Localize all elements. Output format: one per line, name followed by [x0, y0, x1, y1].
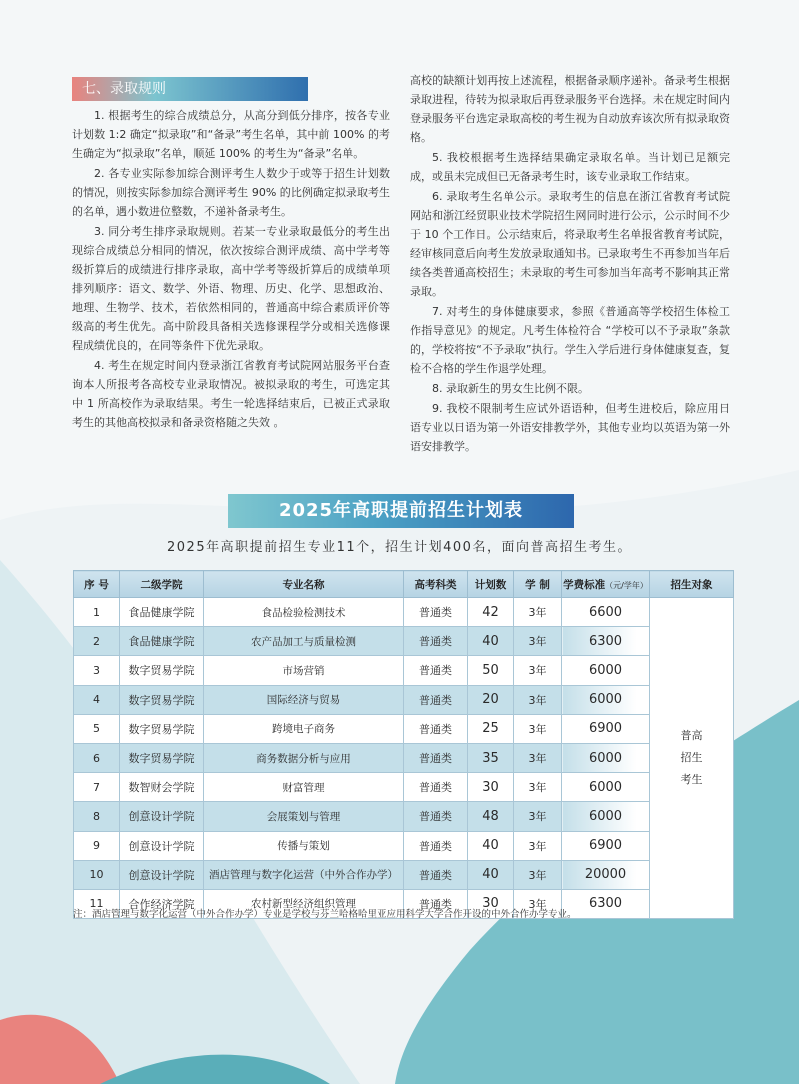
- cell-college: 创意设计学院: [120, 802, 204, 831]
- cell-category: 普通类: [404, 714, 468, 743]
- rule-paragraph-9: 9. 我校不限制考生应试外语语种，但考生进校后，除应用日语专业以日语为第一外语安排教学外，其他专业均以英语为第一外语安排教学。: [410, 402, 730, 453]
- header-duration: 学 制: [514, 571, 562, 598]
- cell-no: 9: [74, 831, 120, 860]
- cell-quota: 42: [468, 598, 514, 627]
- cell-duration: 3年: [514, 598, 562, 627]
- table-row: [74, 598, 734, 627]
- plan-subtitle: 2025年高职提前招生专业11个，招生计划400名，面向普高招生考生。: [167, 540, 632, 555]
- right-column: [410, 71, 730, 457]
- left-column: [72, 106, 390, 433]
- rule-paragraph-4-continued: 高校的缺额计划再按上述流程，根据备录顺序递补。备录考生根据录取进程，待转为拟录取后再登录服务平台选择。未在规定时间内登录服务平台选定录取高校的考生视为自动放弃该次所有拟录取资格。: [410, 74, 730, 144]
- header-fee-label: 学费标准: [563, 578, 606, 591]
- cell-no: 6: [74, 743, 120, 772]
- cell-no: 10: [74, 860, 120, 889]
- cell-category: 普通类: [404, 889, 468, 918]
- cell-duration: 3年: [514, 627, 562, 656]
- cell-fee: 6900: [562, 714, 650, 743]
- cell-quota: 40: [468, 860, 514, 889]
- table-row: [74, 802, 734, 831]
- target-line: 考生: [680, 773, 703, 787]
- cell-duration: 3年: [514, 685, 562, 714]
- cell-college: 创意设计学院: [120, 831, 204, 860]
- cell-category: 普通类: [404, 831, 468, 860]
- header-quota: 计划数: [468, 571, 514, 598]
- cell-major: 商务数据分析与应用: [204, 743, 404, 772]
- cell-duration: 3年: [514, 831, 562, 860]
- cell-major: 传播与策划: [204, 831, 404, 860]
- cell-college: 合作经济学院: [120, 889, 204, 918]
- cell-major: 农产品加工与质量检测: [204, 627, 404, 656]
- cell-target: [650, 598, 734, 919]
- rule-paragraph-5: 5. 我校根据考生选择结果确定录取名单。当计划已足额完成，或虽未完成但已无备录考生时，该专业录取工作结束。: [410, 151, 730, 183]
- cell-category: 普通类: [404, 598, 468, 627]
- cell-fee: 20000: [562, 860, 650, 889]
- cell-duration: 3年: [514, 889, 562, 918]
- cell-no: 1: [74, 598, 120, 627]
- header-category: 高考科类: [404, 571, 468, 598]
- rule-paragraph-3: 3. 同分考生排序录取规则。若某一专业录取最低分的考生出现综合成绩总分相同的情况，依次按综合测评成绩、高中学考等级折算后的成绩进行排序录取，高中学考等级折算后的成绩单项排列顺序：语文、数学、外语、物理、历史、化学、思想政治、地理、生物学、技术，若依然相同的，普通高中综合素质评价等级高的考生优先。高中阶段具备相关选修课程学分或相关选修课程成绩优良的，在同等条件下优先录取。: [72, 225, 390, 352]
- cell-category: 普通类: [404, 743, 468, 772]
- rule-paragraph-4: 4. 考生在规定时间内登录浙江省教育考试院网站服务平台查询本人所报考各高校专业录取情况。被拟录取的考生，可选定其中 1 所高校作为录取结果。考生一轮选择结束后，已被正式录取考生的其他高校拟录和备录资格随之失效 。: [72, 359, 390, 429]
- cell-no: 2: [74, 627, 120, 656]
- table-row: [74, 743, 734, 772]
- cell-no: 5: [74, 714, 120, 743]
- rule-paragraph-1: 1. 根据考生的综合成绩总分，从高分到低分排序，按各专业计划数 1:2 确定“拟录取”和“备录”考生名单，其中前 100% 的考生确定为“拟录取”名单，顺延 100% 的考生为“备录”名单。: [72, 109, 390, 160]
- cell-major: 会展策划与管理: [204, 802, 404, 831]
- cell-quota: 40: [468, 831, 514, 860]
- header-major: 专业名称: [204, 571, 404, 598]
- table-row: [74, 685, 734, 714]
- cell-category: 普通类: [404, 860, 468, 889]
- cell-no: 3: [74, 656, 120, 685]
- rule-paragraph-8: 8. 录取新生的男女生比例不限。: [432, 382, 589, 395]
- cell-college: 数字贸易学院: [120, 743, 204, 772]
- cell-duration: 3年: [514, 773, 562, 802]
- cell-no: 11: [74, 889, 120, 918]
- plan-title-banner: 2025年高职提前招生计划表: [228, 494, 574, 528]
- cell-category: 普通类: [404, 685, 468, 714]
- cell-fee: 6000: [562, 773, 650, 802]
- cell-quota: 50: [468, 656, 514, 685]
- cell-category: 普通类: [404, 773, 468, 802]
- cell-category: 普通类: [404, 656, 468, 685]
- cell-college: 食品健康学院: [120, 627, 204, 656]
- cell-major: 食品检验检测技术: [204, 598, 404, 627]
- cell-category: 普通类: [404, 802, 468, 831]
- cell-duration: 3年: [514, 656, 562, 685]
- table-body: [74, 598, 734, 919]
- header-no: 序 号: [74, 571, 120, 598]
- cell-quota: 48: [468, 802, 514, 831]
- cell-quota: 25: [468, 714, 514, 743]
- cell-no: 8: [74, 802, 120, 831]
- header-target: 招生对象: [650, 571, 734, 598]
- cell-major: 国际经济与贸易: [204, 685, 404, 714]
- cell-college: 数字贸易学院: [120, 685, 204, 714]
- cell-duration: 3年: [514, 802, 562, 831]
- cell-major: 市场营销: [204, 656, 404, 685]
- cell-major: 跨境电子商务: [204, 714, 404, 743]
- cell-major: 农村新型经济组织管理: [204, 889, 404, 918]
- cell-duration: 3年: [514, 860, 562, 889]
- cell-no: 4: [74, 685, 120, 714]
- cell-quota: 30: [468, 773, 514, 802]
- table-row: [74, 714, 734, 743]
- cell-fee: 6300: [562, 889, 650, 918]
- table-row: [74, 656, 734, 685]
- cell-quota: 35: [468, 743, 514, 772]
- target-line: 普高: [680, 729, 703, 743]
- table-row: [74, 627, 734, 656]
- cell-fee: 6000: [562, 656, 650, 685]
- cell-fee: 6000: [562, 685, 650, 714]
- cell-quota: 20: [468, 685, 514, 714]
- cell-no: 7: [74, 773, 120, 802]
- cell-college: 创意设计学院: [120, 860, 204, 889]
- header-fee: [562, 571, 650, 598]
- rule-paragraph-7: 7. 对考生的身体健康要求，参照《普通高等学校招生体检工作指导意见》的规定。凡考生体检符合 “学校可以不予录取”条款的，学校将按“不予录取”执行。学生入学后进行身体健康复查，复检不合格的学生作退学处理。: [410, 305, 730, 375]
- cell-duration: 3年: [514, 743, 562, 772]
- section-title: 七、录取规则: [72, 77, 308, 101]
- plan-table: [73, 570, 734, 919]
- table-row: [74, 773, 734, 802]
- header-fee-unit: （元/学年）: [605, 580, 648, 590]
- cell-college: 数字贸易学院: [120, 714, 204, 743]
- cell-college: 数字贸易学院: [120, 656, 204, 685]
- cell-fee: 6300: [562, 627, 650, 656]
- cell-fee: 6900: [562, 831, 650, 860]
- rule-paragraph-6: 6. 录取考生名单公示。录取考生的信息在浙江省教育考试院网站和浙江经贸职业技术学院招生网同时进行公示，公示时间不少于 10 个工作日。公示结束后，将录取考生名单报省教育考试院，经审核同意后向考生发放录取通知书。已录取考生不再参加当年后续各类普通高校招生；未录取的考生可参加当年高考不影响其正常录取。: [410, 190, 730, 298]
- cell-major: 财富管理: [204, 773, 404, 802]
- cell-duration: 3年: [514, 714, 562, 743]
- cell-fee: 6000: [562, 802, 650, 831]
- cell-major: 酒店管理与数字化运营（中外合作办学）: [204, 860, 404, 889]
- cell-quota: 30: [468, 889, 514, 918]
- table-row: [74, 831, 734, 860]
- cell-fee: 6600: [562, 598, 650, 627]
- target-line: 招生: [680, 751, 703, 765]
- cell-quota: 40: [468, 627, 514, 656]
- cell-category: 普通类: [404, 627, 468, 656]
- header-college: 二级学院: [120, 571, 204, 598]
- table-row: [74, 860, 734, 889]
- table-note: 注：酒店管理与数字化运营（中外合作办学）专业是学校与芬兰哈格哈里亚应用科学大学合作开设的中外合作办学专业。: [73, 909, 577, 920]
- cell-college: 食品健康学院: [120, 598, 204, 627]
- cell-college: 数智财会学院: [120, 773, 204, 802]
- cell-fee: 6000: [562, 743, 650, 772]
- rule-paragraph-2: 2. 各专业实际参加综合测评考生人数少于或等于招生计划数的情况，则按实际参加综合测评考生 90% 的比例确定拟录取考生的名单，遇小数进位整数，不递补备录考生。: [72, 167, 390, 218]
- table-header-row: [74, 571, 734, 598]
